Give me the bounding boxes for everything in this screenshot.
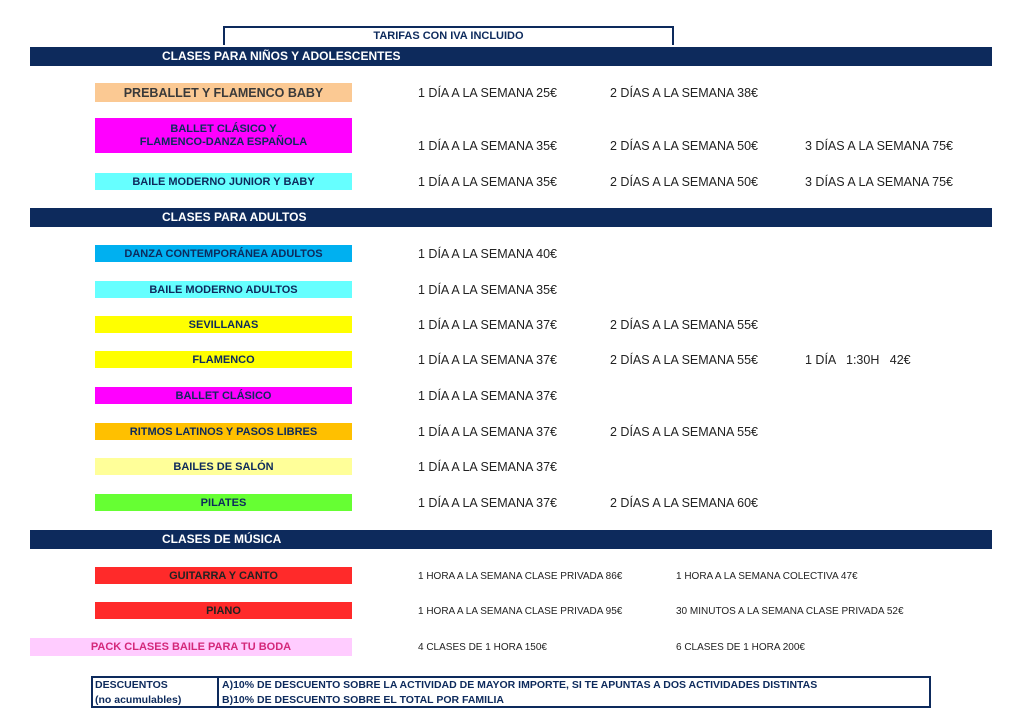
price-cell: 2 DÍAS A LA SEMANA 50€	[610, 139, 759, 153]
price-cell: 2 DÍAS A LA SEMANA 60€	[610, 496, 759, 510]
price-cell: 3 DÍAS A LA SEMANA 75€	[805, 175, 954, 189]
label-line: BALLET CLÁSICO Y	[170, 122, 277, 135]
section-header-adults: CLASES PARA ADULTOS	[30, 208, 992, 227]
price-cell: 1 HORA A LA SEMANA CLASE PRIVADA 95€	[418, 606, 623, 617]
section-header-music: CLASES DE MÚSICA	[30, 530, 992, 549]
price-cell: 1 DÍA A LA SEMANA 37€	[418, 425, 557, 439]
price-cell: 1 DÍA A LA SEMANA 37€	[418, 389, 557, 403]
price-cell: 1 DÍA A LA SEMANA 37€	[418, 353, 557, 367]
price-cell: 3 DÍAS A LA SEMANA 75€	[805, 139, 954, 153]
price-cell: 1 DÍA A LA SEMANA 37€	[418, 460, 557, 474]
class-label-ballet-clasico: BALLET CLÁSICO	[95, 387, 352, 404]
class-label-pack-boda: PACK CLASES BAILE PARA TU BODA	[30, 638, 352, 656]
discount-b: B)10% DE DESCUENTO SOBRE EL TOTAL POR FAMILIA	[222, 694, 504, 706]
price-cell: 4 CLASES DE 1 HORA 150€	[418, 642, 547, 653]
price-cell: 2 DÍAS A LA SEMANA 38€	[610, 86, 759, 100]
discounts-title: DESCUENTOS	[95, 679, 168, 691]
price-cell: 1 HORA A LA SEMANA CLASE PRIVADA 86€	[418, 571, 623, 582]
price-cell: 6 CLASES DE 1 HORA 200€	[676, 642, 805, 653]
class-label-baile-moderno-junior: BAILE MODERNO JUNIOR Y BABY	[95, 173, 352, 190]
price-cell: 1 DÍA A LA SEMANA 37€	[418, 318, 557, 332]
price-cell: 1 DÍA A LA SEMANA 35€	[418, 139, 557, 153]
price-cell: 1 DÍA 1:30H 42€	[805, 353, 911, 367]
discount-a: A)10% DE DESCUENTO SOBRE LA ACTIVIDAD DE MAYOR IMPORTE, SI TE APUNTAS A DOS ACTIVIDADES DISTINTAS	[222, 679, 818, 691]
page-title: TARIFAS CON IVA INCLUIDO	[223, 26, 674, 45]
class-label-danza-contemporanea: DANZA CONTEMPORÁNEA ADULTOS	[95, 245, 352, 262]
class-label-ballet-flamenco	[95, 118, 352, 153]
price-cell: 1 DÍA A LA SEMANA 35€	[418, 175, 557, 189]
class-label-flamenco: FLAMENCO	[95, 351, 352, 368]
class-label-preballet: PREBALLET Y FLAMENCO BABY	[95, 83, 352, 102]
class-label-baile-moderno-adultos: BAILE MODERNO ADULTOS	[95, 281, 352, 298]
price-cell: 1 DÍA A LA SEMANA 35€	[418, 283, 557, 297]
class-label-pilates: PILATES	[95, 494, 352, 511]
class-label-piano: PIANO	[95, 602, 352, 619]
price-cell: 30 MINUTOS A LA SEMANA CLASE PRIVADA 52€	[676, 606, 904, 617]
price-cell: 2 DÍAS A LA SEMANA 50€	[610, 175, 759, 189]
price-cell: 1 DÍA A LA SEMANA 37€	[418, 496, 557, 510]
label-line: FLAMENCO-DANZA ESPAÑOLA	[139, 135, 308, 148]
class-label-bailes-de-salon: BAILES DE SALÓN	[95, 458, 352, 475]
discounts-details	[219, 676, 931, 708]
discounts-sublabel: (no acumulables)	[95, 694, 182, 706]
discounts-label	[91, 676, 219, 708]
price-cell: 2 DÍAS A LA SEMANA 55€	[610, 353, 759, 367]
class-label-sevillanas: SEVILLANAS	[95, 316, 352, 333]
class-label-ritmos-latinos: RITMOS LATINOS Y PASOS LIBRES	[95, 423, 352, 440]
price-cell: 2 DÍAS A LA SEMANA 55€	[610, 318, 759, 332]
price-cell: 1 DÍA A LA SEMANA 40€	[418, 247, 557, 261]
section-header-kids: CLASES PARA NIÑOS Y ADOLESCENTES	[30, 47, 992, 66]
price-cell: 1 HORA A LA SEMANA COLECTIVA 47€	[676, 571, 858, 582]
price-cell: 2 DÍAS A LA SEMANA 55€	[610, 425, 759, 439]
class-label-guitarra-canto: GUITARRA Y CANTO	[95, 567, 352, 584]
price-cell: 1 DÍA A LA SEMANA 25€	[418, 86, 557, 100]
